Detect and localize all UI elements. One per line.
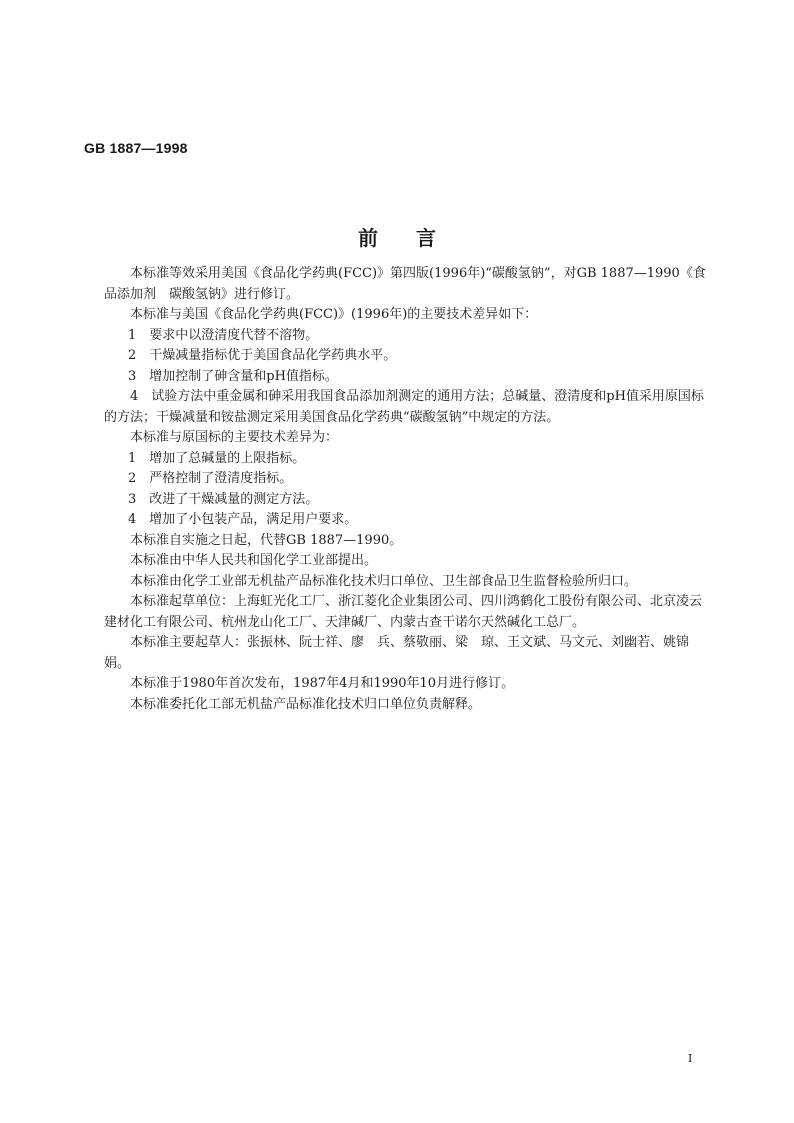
body-paragraph: 本标准起草单位：上海虹光化工厂、浙江菱化企业集团公司、四川鸿鹤化工股份有限公司、北京凌云建材化工有限公司、杭州龙山化工厂、天津碱厂、内蒙古查干诺尔天然碱化工总厂。 [104, 594, 703, 630]
body-paragraph: 本标准与美国《食品化学药典(FCC)》(1996年)的主要技术差异如下： [130, 307, 538, 322]
body-paragraph: 本标准由化学工业部无机盐产品标准化技术归口单位、卫生部食品卫生监督检验所归口。 [130, 573, 638, 589]
document-body [104, 264, 708, 715]
list-item: 4 增加了小包装产品，满足用户要求。 [128, 512, 358, 527]
body-paragraph: 本标准主要起草人：张振林、阮士祥、廖 兵、蔡敬丽、梁 琼、王文斌、马文元、刘幽若、姚锦娟。 [104, 635, 690, 671]
list-item: 2 严格控制了澄清度指标。 [128, 471, 293, 486]
body-paragraph: 本标准于1980年首次发布，1987年4月和1990年10月进行修订。 [130, 676, 515, 691]
list-item: 3 改进了干燥减量的测定方法。 [128, 491, 319, 507]
list-item: 1 增加了总碱量的上限指标。 [128, 450, 306, 466]
page-number: I [688, 1052, 693, 1065]
body-paragraph: 本标准自实施之日起，代替GB 1887—1990。 [130, 532, 403, 548]
page-title: 前言 [358, 226, 474, 250]
list-item: 1 要求中以澄清度代替不溶物。 [128, 327, 319, 343]
list-item: 2 干燥减量指标优于美国食品化学药典水平。 [128, 348, 397, 363]
standard-number: GB 1887—1998 [84, 140, 188, 156]
body-paragraph: 本标准由中华人民共和国化学工业部提出。 [130, 553, 378, 568]
list-item: 3 增加控制了砷含量和pH值指标。 [128, 368, 338, 384]
body-paragraph: 本标准委托化工部无机盐产品标准化技术归口单位负责解释。 [130, 696, 482, 712]
body-paragraph: 本标准等效采用美国《食品化学药典(FCC)》第四版(1996年)“碳酸氢钠”，对GB 1887—1990《食品添加剂 碳酸氢钠》进行修订。 [104, 266, 706, 302]
body-paragraph: 本标准与原国标的主要技术差异为： [130, 430, 339, 445]
list-item: 4 试验方法中重金属和砷采用我国食品添加剂测定的通用方法；总碱量、澄清度和pH值采用原国标的方法；干燥减量和铵盐测定采用美国食品化学药典“碳酸氢钠”中规定的方法。 [104, 389, 704, 425]
